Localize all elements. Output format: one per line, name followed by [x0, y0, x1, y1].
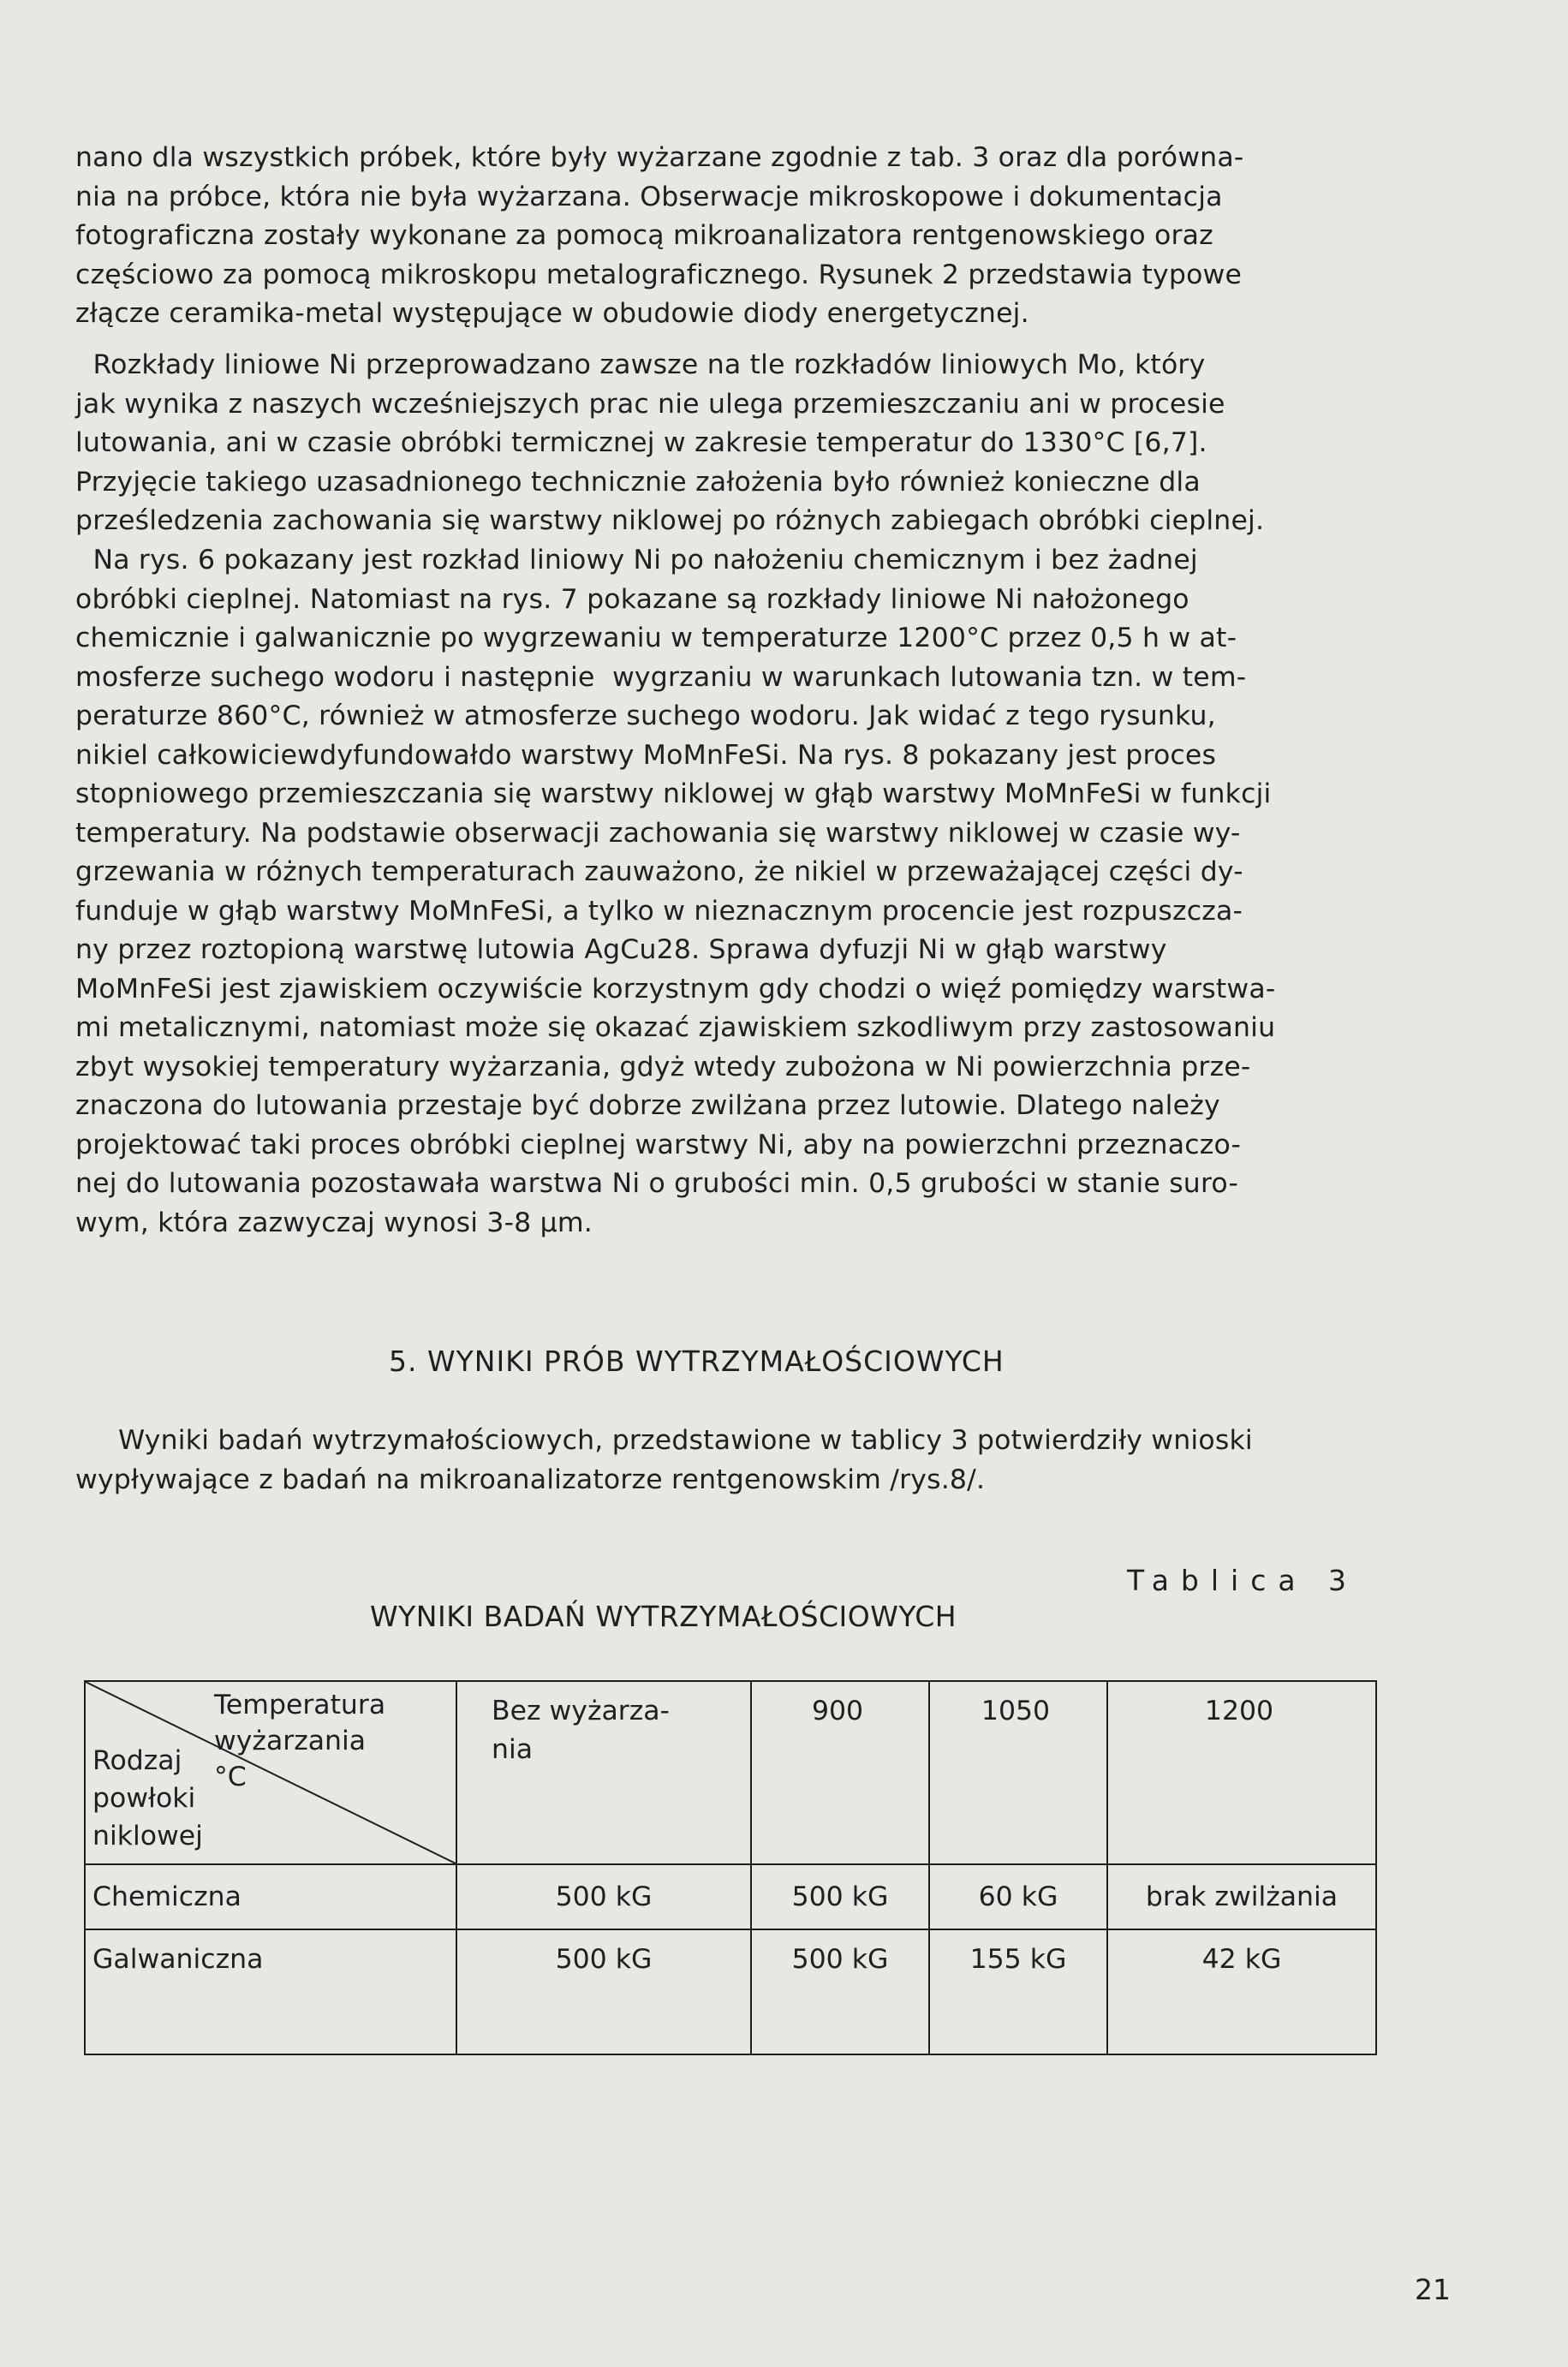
table-cell: 500 kG — [751, 1929, 929, 2054]
table-title: WYNIKI BADAŃ WYTRZYMAŁOŚCIOWYCH — [370, 1600, 957, 1633]
paragraph-1: nano dla wszystkich próbek, które były wyżarzane zgodnie z tab. 3 oraz dla porówna- nia na próbce, która nie była wyżarzana. Obserwacje mikroskopowe i dokumentacja fotograficzna zostały wykonane za pomocą mikroanalizatora rentgenowskiego oraz częściowo za pomocą mikroskopu metalograficznego. Rysunek 2 przedstawia typowe złącze ceramika-metal występujące w obudowie diody energetycznej. — [75, 142, 1244, 329]
corner-header-temperature: Temperatura wyżarzania °C — [214, 1690, 386, 1792]
table-row — [85, 1864, 1376, 1929]
corner-header-coating-type: Rodzaj powłoki niklowej — [92, 1745, 203, 1851]
table-cell: 42 kG — [1107, 1929, 1376, 2054]
table-label: Tablica 3 — [1127, 1564, 1359, 1597]
column-header: 900 — [751, 1681, 929, 1864]
section-intro-line-2: wypływające z badań na mikroanalizatorze rentgenowskim /rys.8/. — [75, 1464, 986, 1495]
table-cell: 500 kG — [456, 1864, 751, 1929]
table-row — [85, 1929, 1376, 2054]
table-cell: 500 kG — [456, 1929, 751, 2054]
column-header: Bez wyżarza- nia — [456, 1681, 751, 1864]
section-heading: 5. WYNIKI PRÓB WYTRZYMAŁOŚCIOWYCH — [389, 1344, 1005, 1378]
page-number: 21 — [1415, 2273, 1451, 2306]
section-intro-line-1: Wyniki badań wytrzymałościowych, przedstawione w tablicy 3 potwierdziły wnioski — [118, 1425, 1253, 1456]
table-cell: 155 kG — [929, 1929, 1107, 2054]
row-label: Chemiczna — [85, 1864, 456, 1929]
column-header: 1200 — [1107, 1681, 1376, 1864]
table-cell: 500 kG — [751, 1864, 929, 1929]
paragraph-2: Rozkłady liniowe Ni przeprowadzano zawsze na tle rozkładów liniowych Mo, który jak wynika z naszych wcześniejszych prac nie ulega przemieszczaniu ani w procesie lutowania, ani w czasie obróbki termicznej w zakresie temperatur do 1330°C [6,7]. Przyjęcie takiego uzasadnionego technicznie założenia było również konieczne dla prześledzenia zachowania się warstwy niklowej po różnych zabiegach obróbki cieplnej. — [75, 349, 1265, 536]
results-table — [84, 1680, 1377, 2055]
row-label: Galwaniczna — [85, 1929, 456, 2054]
table-header-row — [85, 1681, 1376, 1864]
paragraph-3: Na rys. 6 pokazany jest rozkład liniowy Ni po nałożeniu chemicznym i bez żadnej obróbki cieplnej. Natomiast na rys. 7 pokazane są rozkłady liniowe Ni nałożonego chemicznie i galwanicznie po wygrzewaniu w temperaturze 1200°C przez 0,5 h w at- mosferze suchego wodoru i następnie wygrzaniu w warunkach lutowania tzn. w tem- peraturze 860°C, również w atmosferze suchego wodoru. Jak widać z tego rysunku, nikiel całkowiciewdyfundowałdo warstwy MoMnFeSi. Na rys. 8 pokazany jest proces stopniowego przemieszczania się warstwy niklowej w głąb warstwy MoMnFeSi w funkcji temperatury. Na podstawie obserwacji zachowania się warstwy niklowej w czasie wy- grzewania w różnych temperaturach zauważono, że nikiel w przeważającej części dy- funduje w głąb warstwy MoMnFeSi, a tylko w nieznacznym procencie jest rozpuszcza- ny przez roztopioną warstwę lutowia AgCu28. Sprawa dyfuzji Ni w głąb warstwy MoMnFeSi jest zjawiskiem oczywiście korzystnym gdy chodzi o więź pomiędzy warstwa- mi metalicznymi, natomiast może się okazać zjawiskiem szkodliwym przy zastosowaniu zbyt wysokiej temperatury wyżarzania, gdyż wtedy zubożona w Ni powierzchnia prze- znaczona do lutowania przestaje być dobrze zwilżana przez lutowie. Dlatego należy projektować taki proces obróbki cieplnej warstwy Ni, aby na powierzchni przeznaczo- nej do lutowania pozostawała warstwa Ni o grubości min. 0,5 grubości w stanie suro- wym, która zazwyczaj wynosi 3-8 μm. — [75, 545, 1276, 1238]
table-cell: brak zwilżania — [1107, 1864, 1376, 1929]
table-corner-cell — [85, 1681, 456, 1864]
column-header: 1050 — [929, 1681, 1107, 1864]
table-cell: 60 kG — [929, 1864, 1107, 1929]
